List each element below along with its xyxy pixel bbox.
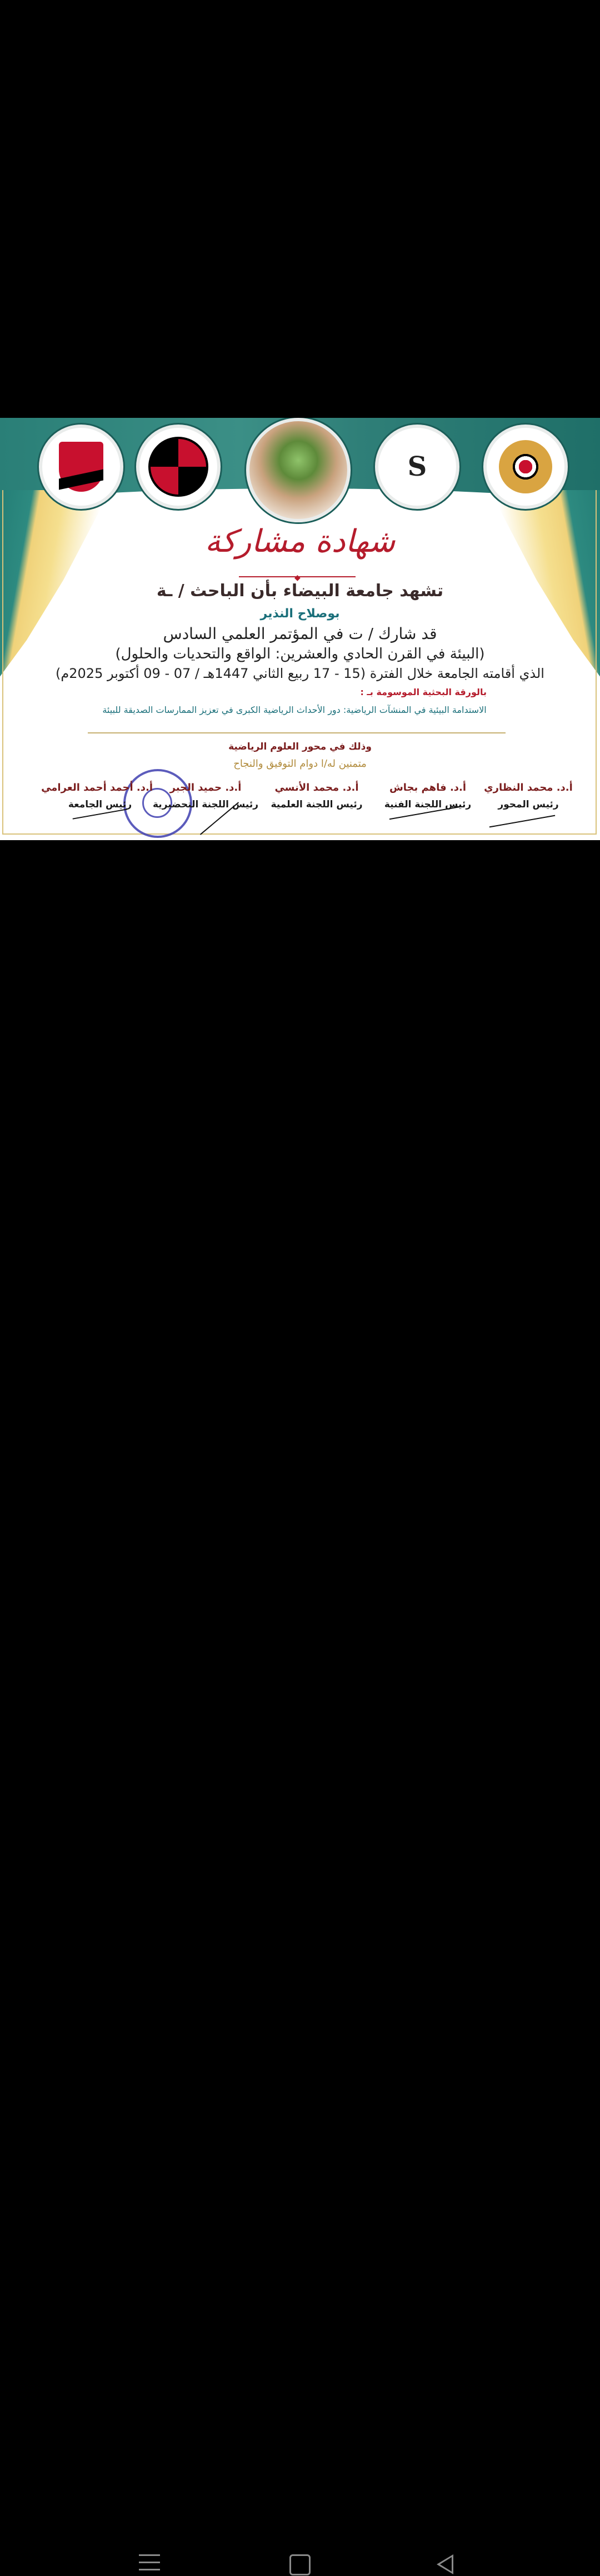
- faculty-shield-logo: [136, 425, 221, 509]
- yemen-eagle-emblem: [483, 425, 568, 509]
- conference-axis: وذلك في محور العلوم الرياضية: [228, 741, 372, 752]
- conference-title: (البيئة في القرن الحادي والعشرين: الواقع والتحديات والحلول): [115, 646, 485, 662]
- divider-ornament: ◆: [294, 573, 301, 582]
- signatory-5: [41, 782, 153, 810]
- conference-s-logo: S: [375, 425, 459, 509]
- plant-hands-emblem: [246, 418, 351, 522]
- researcher-name: بوصلاح النذير: [260, 607, 340, 621]
- signatory-role: رئيس اللجنة الفنية: [384, 799, 472, 810]
- signatory-role: رئيس الجامعة: [68, 799, 132, 810]
- signatory-4: [153, 782, 258, 810]
- signatory-role: رئيس اللجنة العلمية: [271, 799, 363, 810]
- paper-label: بالورقة البحثية الموسومة بـ :: [360, 687, 487, 697]
- certificate-image: [0, 418, 600, 840]
- signatory-3: [264, 782, 369, 810]
- signatory-role: رئيس المحور: [498, 799, 559, 810]
- section-divider: [88, 732, 506, 733]
- albaydha-university-logo: [39, 425, 123, 509]
- system-nav-bar: [0, 1267, 600, 1334]
- paper-title: الاستدامة البيئية في المنشآت الرياضية: دور الأحداث الرياضية الكبرى في تعزيز الممارسات الصديقة للبيئة: [102, 705, 487, 715]
- menu-icon[interactable]: [139, 2554, 160, 2576]
- testify-line: تشهد جامعة البيضاء بأن الباحث / ـة: [156, 581, 444, 601]
- signatory-role: رئيس اللجنة التحضيرية: [153, 799, 258, 810]
- signatory-1: [476, 782, 581, 810]
- home-icon[interactable]: [289, 2554, 311, 2575]
- signatory-name: أ.د. محمد الأنسي: [274, 782, 359, 793]
- signatory-2: [375, 782, 481, 810]
- back-icon[interactable]: [437, 2554, 453, 2574]
- closing-wish: متمنين له/ا دوام التوفيق والنجاح: [233, 758, 367, 770]
- signatory-name: أ.د. أحمد أحمد العرامي: [41, 782, 153, 793]
- signatory-name: أ.د. حميد الجبر: [169, 782, 242, 793]
- certificate-heading: شهادة مشاركة: [204, 523, 396, 560]
- signatory-name: أ.د. محمد النظاري: [484, 782, 573, 793]
- participation-line: قد شارك / ت في المؤتمر العلمي السادس: [163, 625, 437, 643]
- conference-dates: الذي أقامته الجامعة خلال الفترة (15 - 17 ربيع الثاني 1447هـ / 07 - 09 أكتوبر 2025م): [56, 666, 544, 681]
- signatory-name: أ.د. فاهم بجاش: [389, 782, 467, 793]
